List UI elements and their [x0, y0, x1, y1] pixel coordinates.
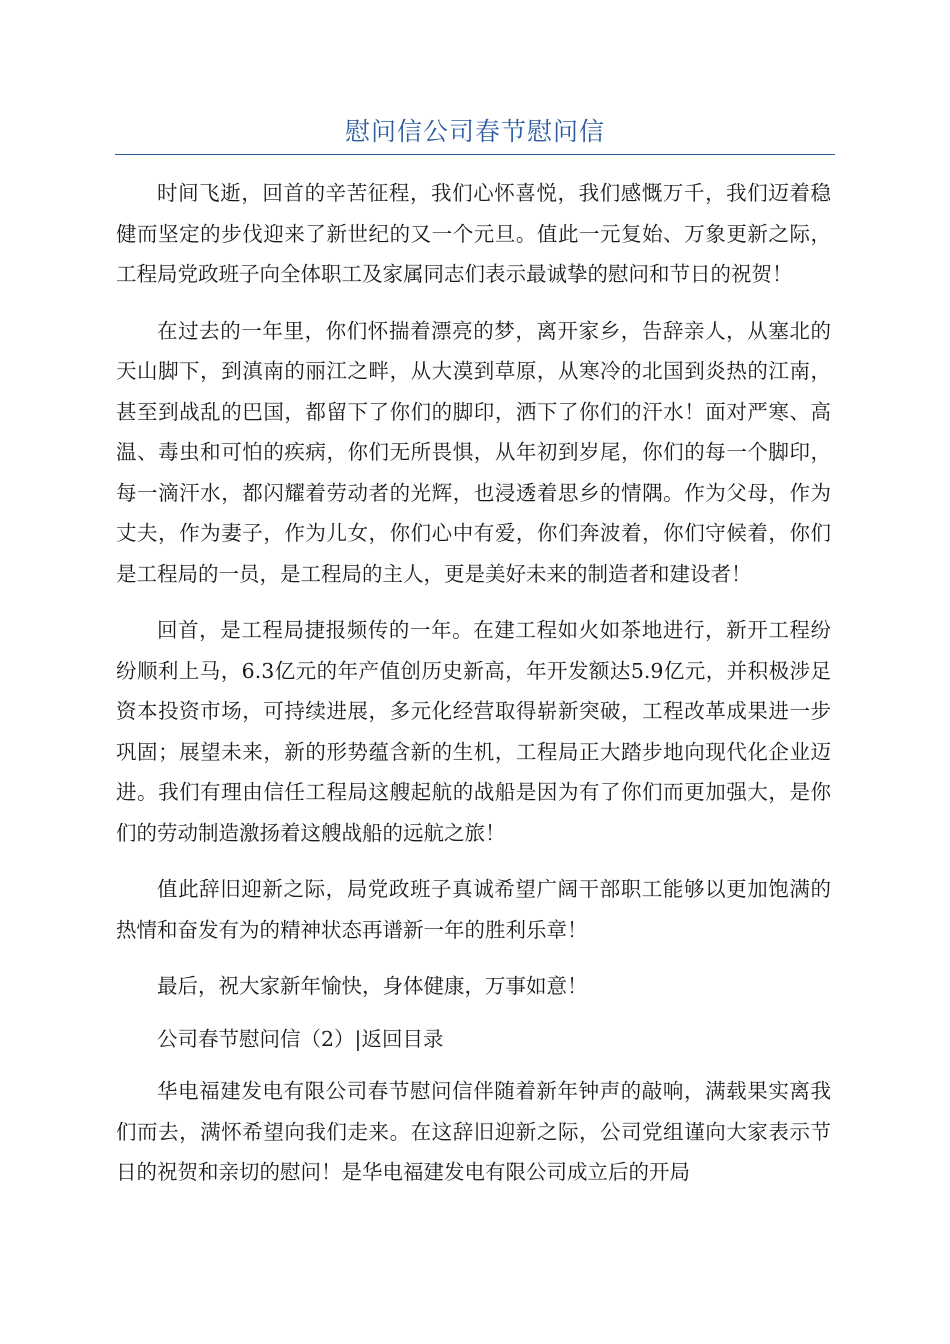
paragraph-2: 在过去的一年里，你们怀揣着漂亮的梦，离开家乡，告辞亲人，从塞北的天山脚下，到滇南的丽江之畔，从大漠到草原，从寒冷的北国到炎热的江南，甚至到战乱的巴国，都留下了你们的脚印，洒下了你们的汗水！面对严寒、高温、毒虫和可怕的疾病，你们无所畏惧，从年初到岁尾，你们的每一个脚印，每一滴汗水，都闪耀着劳动者的光辉，也浸透着思乡的情隅。作为父母，作为丈夫，作为妻子，作为儿女，你们心中有爱，你们奔波着，你们守候着，你们是工程局的一员，是工程局的主人，更是美好未来的制造者和建设者！ — [116, 318, 831, 586]
paragraph-1: 时间飞逝，回首的辛苦征程，我们心怀喜悦，我们感慨万千，我们迈着稳健而坚定的步伐迎来了新世纪的又一个元旦。值此一元复始、万象更新之际，工程局党政班子向全体职工及家属同志们表示最诚挚的慰问和节日的祝贺！ — [116, 181, 831, 286]
paragraph-5: 最后，祝大家新年愉快，身体健康，万事如意！ — [157, 974, 588, 998]
document-title: 慰问信公司春节慰问信 — [344, 117, 605, 146]
back-to-toc-link[interactable]: 返回目录 — [361, 1026, 444, 1051]
paragraph-6: 华电福建发电有限公司春节慰问信伴随着新年钟声的敲响，满载果实离我们而去，满怀希望向我们走来。在这辞旧迎新之际，公司党组谨向大家表示节日的祝贺和亲切的慰问！是华电福建发电有限公司成立后的开局 — [116, 1079, 831, 1184]
paragraph-4: 值此辞旧迎新之际，局党政班子真诚希望广阔干部职工能够以更加饱满的热情和奋发有为的精神状态再谱新一年的胜利乐章！ — [116, 877, 831, 942]
title-underline — [115, 154, 835, 155]
section-heading-line — [116, 1019, 831, 1060]
document-body — [116, 173, 831, 1209]
paragraph-3: 回首，是工程局捷报频传的一年。在建工程如火如茶地进行，新开工程纷纷顺利上马，6.3亿元的年产值创历史新高，年开发额达5.9亿元，并积极涉足资本投资市场，可持续进展，多元化经营取得崭新突破，工程改革成果进一步巩固；展望未来，新的形势蕴含新的生机，工程局正大踏步地向现代化企业迈进。我们有理由信任工程局这艘起航的战船是因为有了你们而更加强大，是你们的劳动制造激扬着这艘战船的远航之旅！ — [116, 618, 831, 845]
separator: | — [354, 1026, 362, 1051]
section-heading: 公司春节慰问信（2） — [157, 1026, 355, 1051]
